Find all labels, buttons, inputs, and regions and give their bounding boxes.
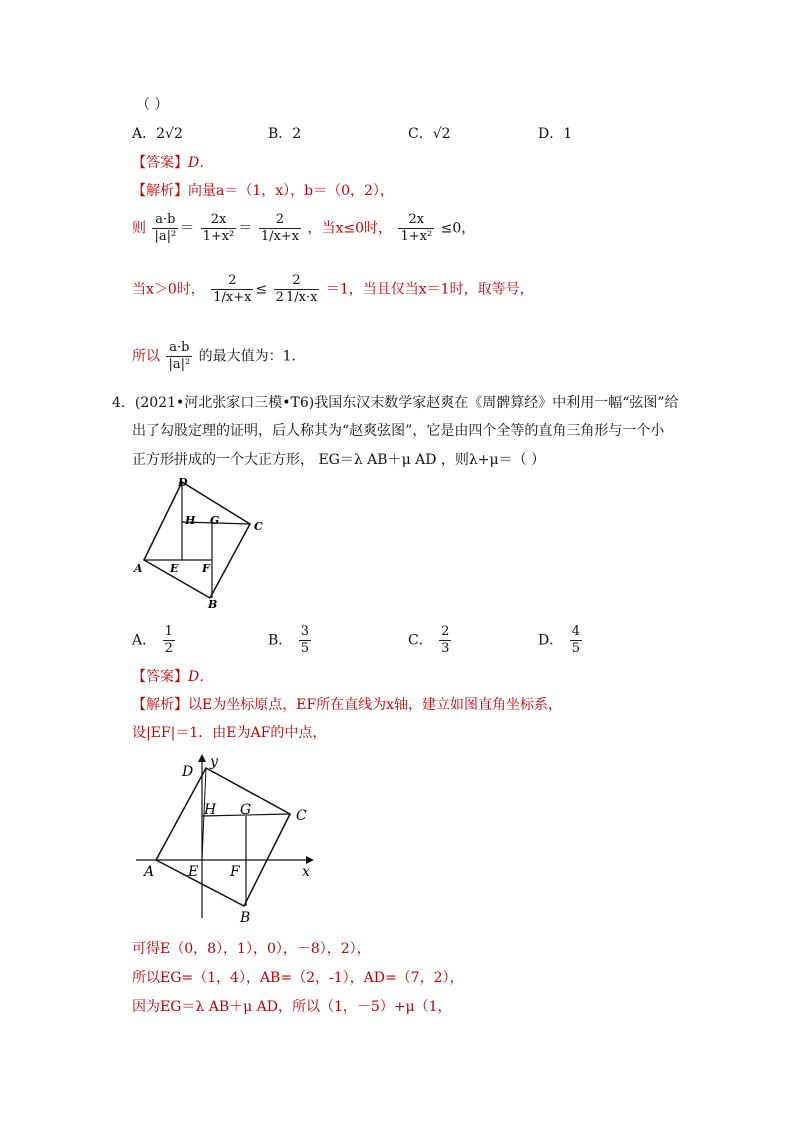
fraction-ab-over-a2-b: $\frac{a\cdot b}{\text{|a|²}}$ xyxy=(168,340,191,372)
option-c-letter: C． xyxy=(408,632,433,649)
label-a: A xyxy=(134,562,143,575)
label-f: F xyxy=(202,562,210,575)
label-h: H xyxy=(185,514,196,527)
q3-option-b[interactable] xyxy=(268,123,301,143)
answer-label: 【答案】 xyxy=(132,155,188,171)
stem-line3-suffix: ，则λ+μ＝（ ） xyxy=(440,452,546,468)
label-g: G xyxy=(210,514,220,527)
option-a-fraction: $\frac{1}{2}$ xyxy=(164,624,173,656)
analysis-text: 向量a＝（1，x），b＝（0，2）， xyxy=(188,183,394,199)
outer-square xyxy=(144,482,250,598)
fraction-2x-over-1-plus-x2: $\frac{2x}{\text{1+x²}}$ xyxy=(202,212,235,244)
q4-option-b[interactable] xyxy=(268,624,313,657)
fraction-2-over-1x-plus-x-c: $\frac{2}{1/x+x}$ xyxy=(213,273,252,305)
stem-vector-equation: EG＝λ AB＋μ AD xyxy=(318,452,437,468)
q4-option-c[interactable] xyxy=(408,624,453,657)
option-a-letter: A． xyxy=(132,632,157,649)
option-d-letter: D． xyxy=(538,632,564,649)
option-b-fraction: $\frac{3}{5}$ xyxy=(300,624,310,656)
label-f: F xyxy=(230,864,240,880)
line2-suffix-text: ≤0， xyxy=(440,220,476,237)
zhao-shuang-diagram xyxy=(130,474,280,614)
label-h: H xyxy=(204,802,217,818)
q4-because-line: 因为EG＝λ AB＋μ AD，所以（1，－5）+μ（1， xyxy=(132,999,452,1015)
q3-option-d[interactable] xyxy=(538,123,572,143)
q3-analysis-line4 xyxy=(132,340,306,373)
x-axis-arrow xyxy=(306,856,314,864)
label-b: B xyxy=(208,598,218,611)
label-d: D xyxy=(182,764,194,780)
then-text: 则 xyxy=(132,220,146,237)
stem-line3-prefix: 正方形拼成的一个大正方形， xyxy=(132,452,314,468)
fraction-2-over-1x-plus-x: $\frac{2}{1/x+x}$ xyxy=(260,212,300,244)
fraction-2x-over-1-plus-x2-b: $\frac{2x}{\text{1+x²}}$ xyxy=(400,212,433,244)
y-axis-arrow xyxy=(198,754,206,762)
line4-prefix: 所以 xyxy=(132,348,160,365)
label-e: E xyxy=(188,864,199,880)
option-d-fraction: $\frac{4}{5}$ xyxy=(571,624,580,656)
q4-stem-line3 xyxy=(132,449,545,469)
line4-suffix: 的最大值为：1． xyxy=(198,348,306,365)
q3-option-c-text: C．√2 xyxy=(408,126,451,142)
q3-option-c[interactable] xyxy=(408,123,451,143)
line3-suffix: ＝1，当且仅当x＝1时，取等号， xyxy=(325,281,534,298)
label-x: x xyxy=(302,864,310,880)
q3-analysis-line3: 当x＞0时， $\frac{2}{1/x+x}$ ≤ $\frac{2}{2 1/x\cdot x}$ ＝1，当且仅当x＝1时，取等号， xyxy=(132,273,534,305)
label-g: G xyxy=(240,802,252,818)
label-b: B xyxy=(240,910,251,926)
label-c: C xyxy=(296,808,307,824)
option-c-fraction: $\frac{2}{3}$ xyxy=(441,624,450,656)
label-d: D xyxy=(178,476,188,489)
outer-square xyxy=(156,768,290,906)
answer-bracket: （ ） xyxy=(136,97,169,113)
analysis-label: 【解析】 xyxy=(132,697,188,713)
q3-analysis-line2: 则 $\frac{a\cdot b}{\text{|a|²}}$ ＝ $\frac{2x}{\text{1+x²}}$ ＝ $\frac{2}{1/x+x}$ ，当x≤0时， $\frac{2x}{\text{1+x²}}$ ≤0， xyxy=(132,212,476,244)
analysis-label: 【解析】 xyxy=(132,183,188,199)
q3-analysis-line1 xyxy=(132,180,394,200)
line2-mid-text: ，当x≤0时， xyxy=(307,220,393,237)
fraction-ab-over-a2: $\frac{a\cdot b}{\text{|a|²}}$ xyxy=(154,212,177,244)
q3-option-d-text: D．1 xyxy=(538,126,573,142)
q3-option-a[interactable] xyxy=(132,123,183,143)
q4-analysis-line2: 设|EF|＝1．由E为AF的中点， xyxy=(132,725,327,741)
q4-option-a[interactable] xyxy=(132,624,177,657)
q4-analysis-line1 xyxy=(132,694,562,714)
q4-answer xyxy=(132,666,213,686)
q4-stem-line1: 4．(2021•河北张家口三模•T6)我国东汉末数学家赵爽在《周髀算经》中利用一幅“弦图”给 xyxy=(112,395,679,411)
q3-option-a-text: A．2√2 xyxy=(132,126,183,142)
label-a: A xyxy=(144,864,155,880)
fraction-2-over-2sqrt: $\frac{2}{2 1/x\cdot x}$ xyxy=(275,273,318,305)
q4-vectors-line: 所以EG=（1，4），AB=（2，-1），AD=（7，2）， xyxy=(132,970,464,986)
answer-value: D． xyxy=(188,155,214,171)
label-e: E xyxy=(170,562,179,575)
q3-answer xyxy=(132,152,213,172)
option-b-letter: B． xyxy=(268,632,293,649)
coordinate-diagram xyxy=(130,748,330,928)
label-c: C xyxy=(254,520,263,533)
q3-option-b-text: B．2 xyxy=(268,126,302,142)
q4-option-d[interactable] xyxy=(538,624,584,657)
label-y: y xyxy=(210,754,218,770)
q4-stem-line2: 出了勾股定理的证明，后人称其为“赵爽弦图”，它是由四个全等的直角三角形与一个小 xyxy=(132,423,665,439)
q4-coords-line: 可得E（0，8），1），0），－8），2）， xyxy=(132,941,371,957)
answer-value: D． xyxy=(188,669,214,685)
analysis-text: 以E为坐标原点，EF所在直线为x轴，建立如图直角坐标系， xyxy=(188,697,563,713)
line3-prefix: 当x＞0时， xyxy=(132,281,205,298)
answer-label: 【答案】 xyxy=(132,669,188,685)
